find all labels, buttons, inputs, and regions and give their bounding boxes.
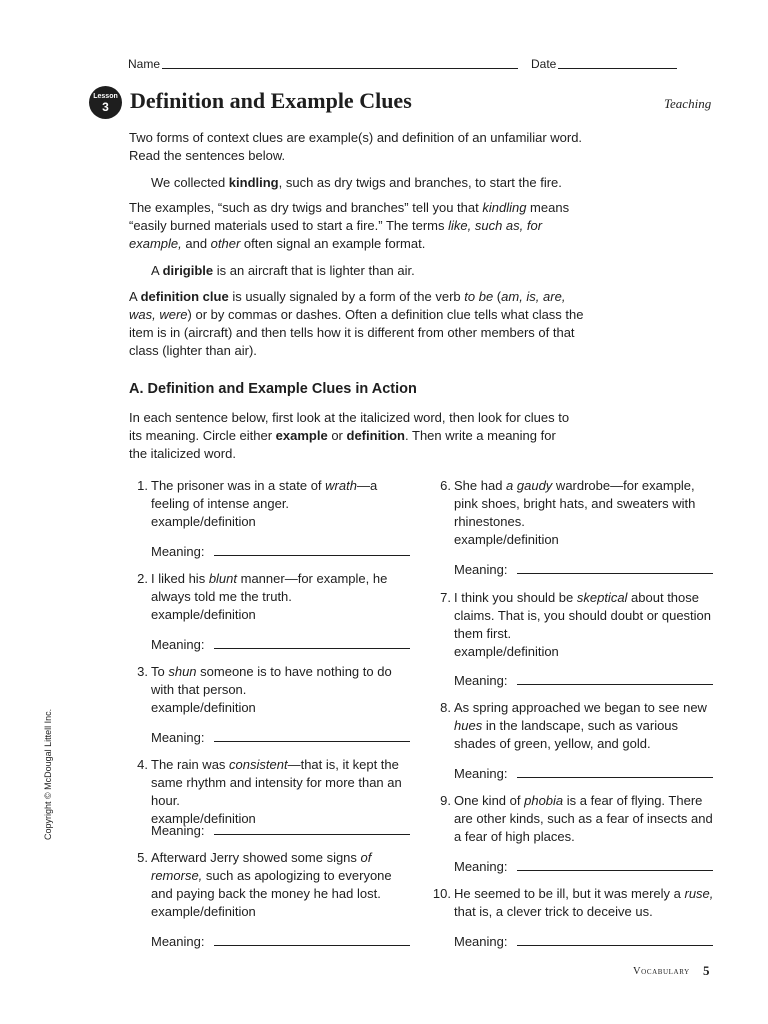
meaning-4: Meaning:: [151, 821, 410, 840]
category-label: Teaching: [664, 96, 712, 111]
target-word: of remorse,: [151, 850, 372, 883]
meaning-6: Meaning:: [454, 560, 713, 579]
name-field-line[interactable]: [162, 68, 518, 69]
meaning-answer-line[interactable]: [517, 560, 713, 574]
choice-example-definition[interactable]: example/definition: [151, 607, 256, 622]
date-label: Date: [531, 57, 557, 71]
target-word: hues: [454, 718, 483, 733]
meaning-7: Meaning:: [454, 671, 713, 690]
meaning-answer-line[interactable]: [214, 932, 410, 946]
exercise-item-3: 3. To shun someone is to have nothing to do with that person. example/definition: [151, 663, 416, 717]
meaning-8: Meaning:: [454, 764, 713, 783]
choice-example-definition[interactable]: example/definition: [151, 514, 256, 529]
exercise-item-5: 5. Afterward Jerry showed some signs of remorse, such as apologizing to everyone and paying back the money he had lost. example/definition: [151, 849, 416, 921]
exercise-item-7: 7. I think you should be skeptical about those claims. That is, you should doubt or question them first. example/definition: [454, 589, 719, 661]
meaning-answer-line[interactable]: [517, 932, 713, 946]
date-field-line[interactable]: [558, 68, 677, 69]
choice-example-definition[interactable]: example/definition: [454, 532, 559, 547]
example-sentence-1: We collected kindling, such as dry twigs and branches, to start the fire.: [151, 175, 562, 190]
lesson-badge: [89, 86, 122, 119]
section-instructions: In each sentence below, first look at the italicized word, then look for clues to its meaning. Circle either example or definition. Then write a meaning for the italicized word.: [129, 410, 570, 461]
page-title: Definition and Example Clues: [130, 88, 412, 113]
exercise-item-4: 4. The rain was consistent—that is, it kept the same rhythm and intensity for more than an hour. example/definition: [151, 756, 416, 828]
meaning-answer-line[interactable]: [214, 728, 410, 742]
exercise-item-6: 6. She had a gaudy wardrobe—for example, pink shoes, bright hats, and sweaters with rhinestones. example/definition: [454, 477, 719, 549]
exercise-item-9: 9. One kind of phobia is a fear of flying. There are other kinds, such as a fear of insects and a fear of high places.: [440, 793, 713, 844]
footer-label: Vocabulary: [633, 966, 690, 977]
target-word: skeptical: [576, 590, 628, 605]
page-number: 5: [703, 963, 710, 978]
example-sentence-2: A dirigible is an aircraft that is lighter than air.: [151, 263, 415, 278]
meaning-answer-line[interactable]: [517, 764, 713, 778]
target-word: ruse,: [684, 886, 714, 901]
meaning-1: Meaning:: [151, 542, 410, 561]
meaning-answer-line[interactable]: [517, 857, 713, 871]
meaning-3: Meaning:: [151, 728, 410, 747]
target-word: a gaudy: [506, 478, 553, 493]
exercise-item-10: 10. He seemed to be ill, but it was merely a ruse, that is, a clever trick to deceive us.: [432, 886, 714, 919]
choice-example-definition[interactable]: example/definition: [454, 644, 559, 659]
target-word: phobia: [524, 793, 564, 808]
choice-example-definition[interactable]: example/definition: [151, 811, 256, 826]
meaning-answer-line[interactable]: [517, 671, 713, 685]
intro-paragraph-2: The examples, “such as dry twigs and branches” tell you that kindling means “easily burned materials used to start a fire.” The terms like, such as, for example, and other often signal an example format.: [129, 200, 570, 251]
copyright-notice: Copyright © McDougal Littell Inc.: [43, 708, 53, 840]
intro-paragraph-3: A definition clue is usually signaled by a form of the verb to be (am, is, are, was, were) or by commas or dashes. Often a definition clue tells what class the item is in (aircraft) and then tells how it is different from other members of that class (lighter than air).: [129, 289, 584, 358]
target-word: wrath: [325, 478, 357, 493]
term-kindling: kindling: [228, 175, 279, 190]
target-word: blunt: [208, 571, 238, 586]
meaning-2: Meaning:: [151, 635, 410, 654]
intro-paragraph-1: Two forms of context clues are example(s) and definition of an unfamiliar word. Read the sentences below.: [129, 130, 583, 163]
meaning-answer-line[interactable]: [214, 821, 410, 835]
exercise-item-8: 8. As spring approached we began to see new hues in the landscape, such as various shades of green, yellow, and gold.: [440, 700, 707, 751]
target-word: shun: [168, 664, 197, 679]
lesson-badge-word: Lesson: [93, 93, 118, 100]
meaning-answer-line[interactable]: [214, 635, 410, 649]
meaning-10: Meaning:: [454, 932, 713, 951]
section-heading: A. Definition and Example Clues in Action: [129, 381, 417, 397]
exercise-item-2: 2. I liked his blunt manner—for example, he always told me the truth. example/definition: [151, 570, 416, 624]
term-dirigible: dirigible: [162, 263, 214, 278]
meaning-5: Meaning:: [151, 932, 410, 951]
lesson-badge-number: 3: [102, 100, 109, 114]
name-label: Name: [128, 57, 161, 71]
choice-example-definition[interactable]: example/definition: [151, 700, 256, 715]
exercise-item-1: 1. The prisoner was in a state of wrath—a feeling of intense anger. example/definition: [151, 477, 416, 531]
meaning-answer-line[interactable]: [214, 542, 410, 556]
choice-example-definition[interactable]: example/definition: [151, 904, 256, 919]
meaning-9: Meaning:: [454, 857, 713, 876]
target-word: consistent: [229, 757, 288, 772]
